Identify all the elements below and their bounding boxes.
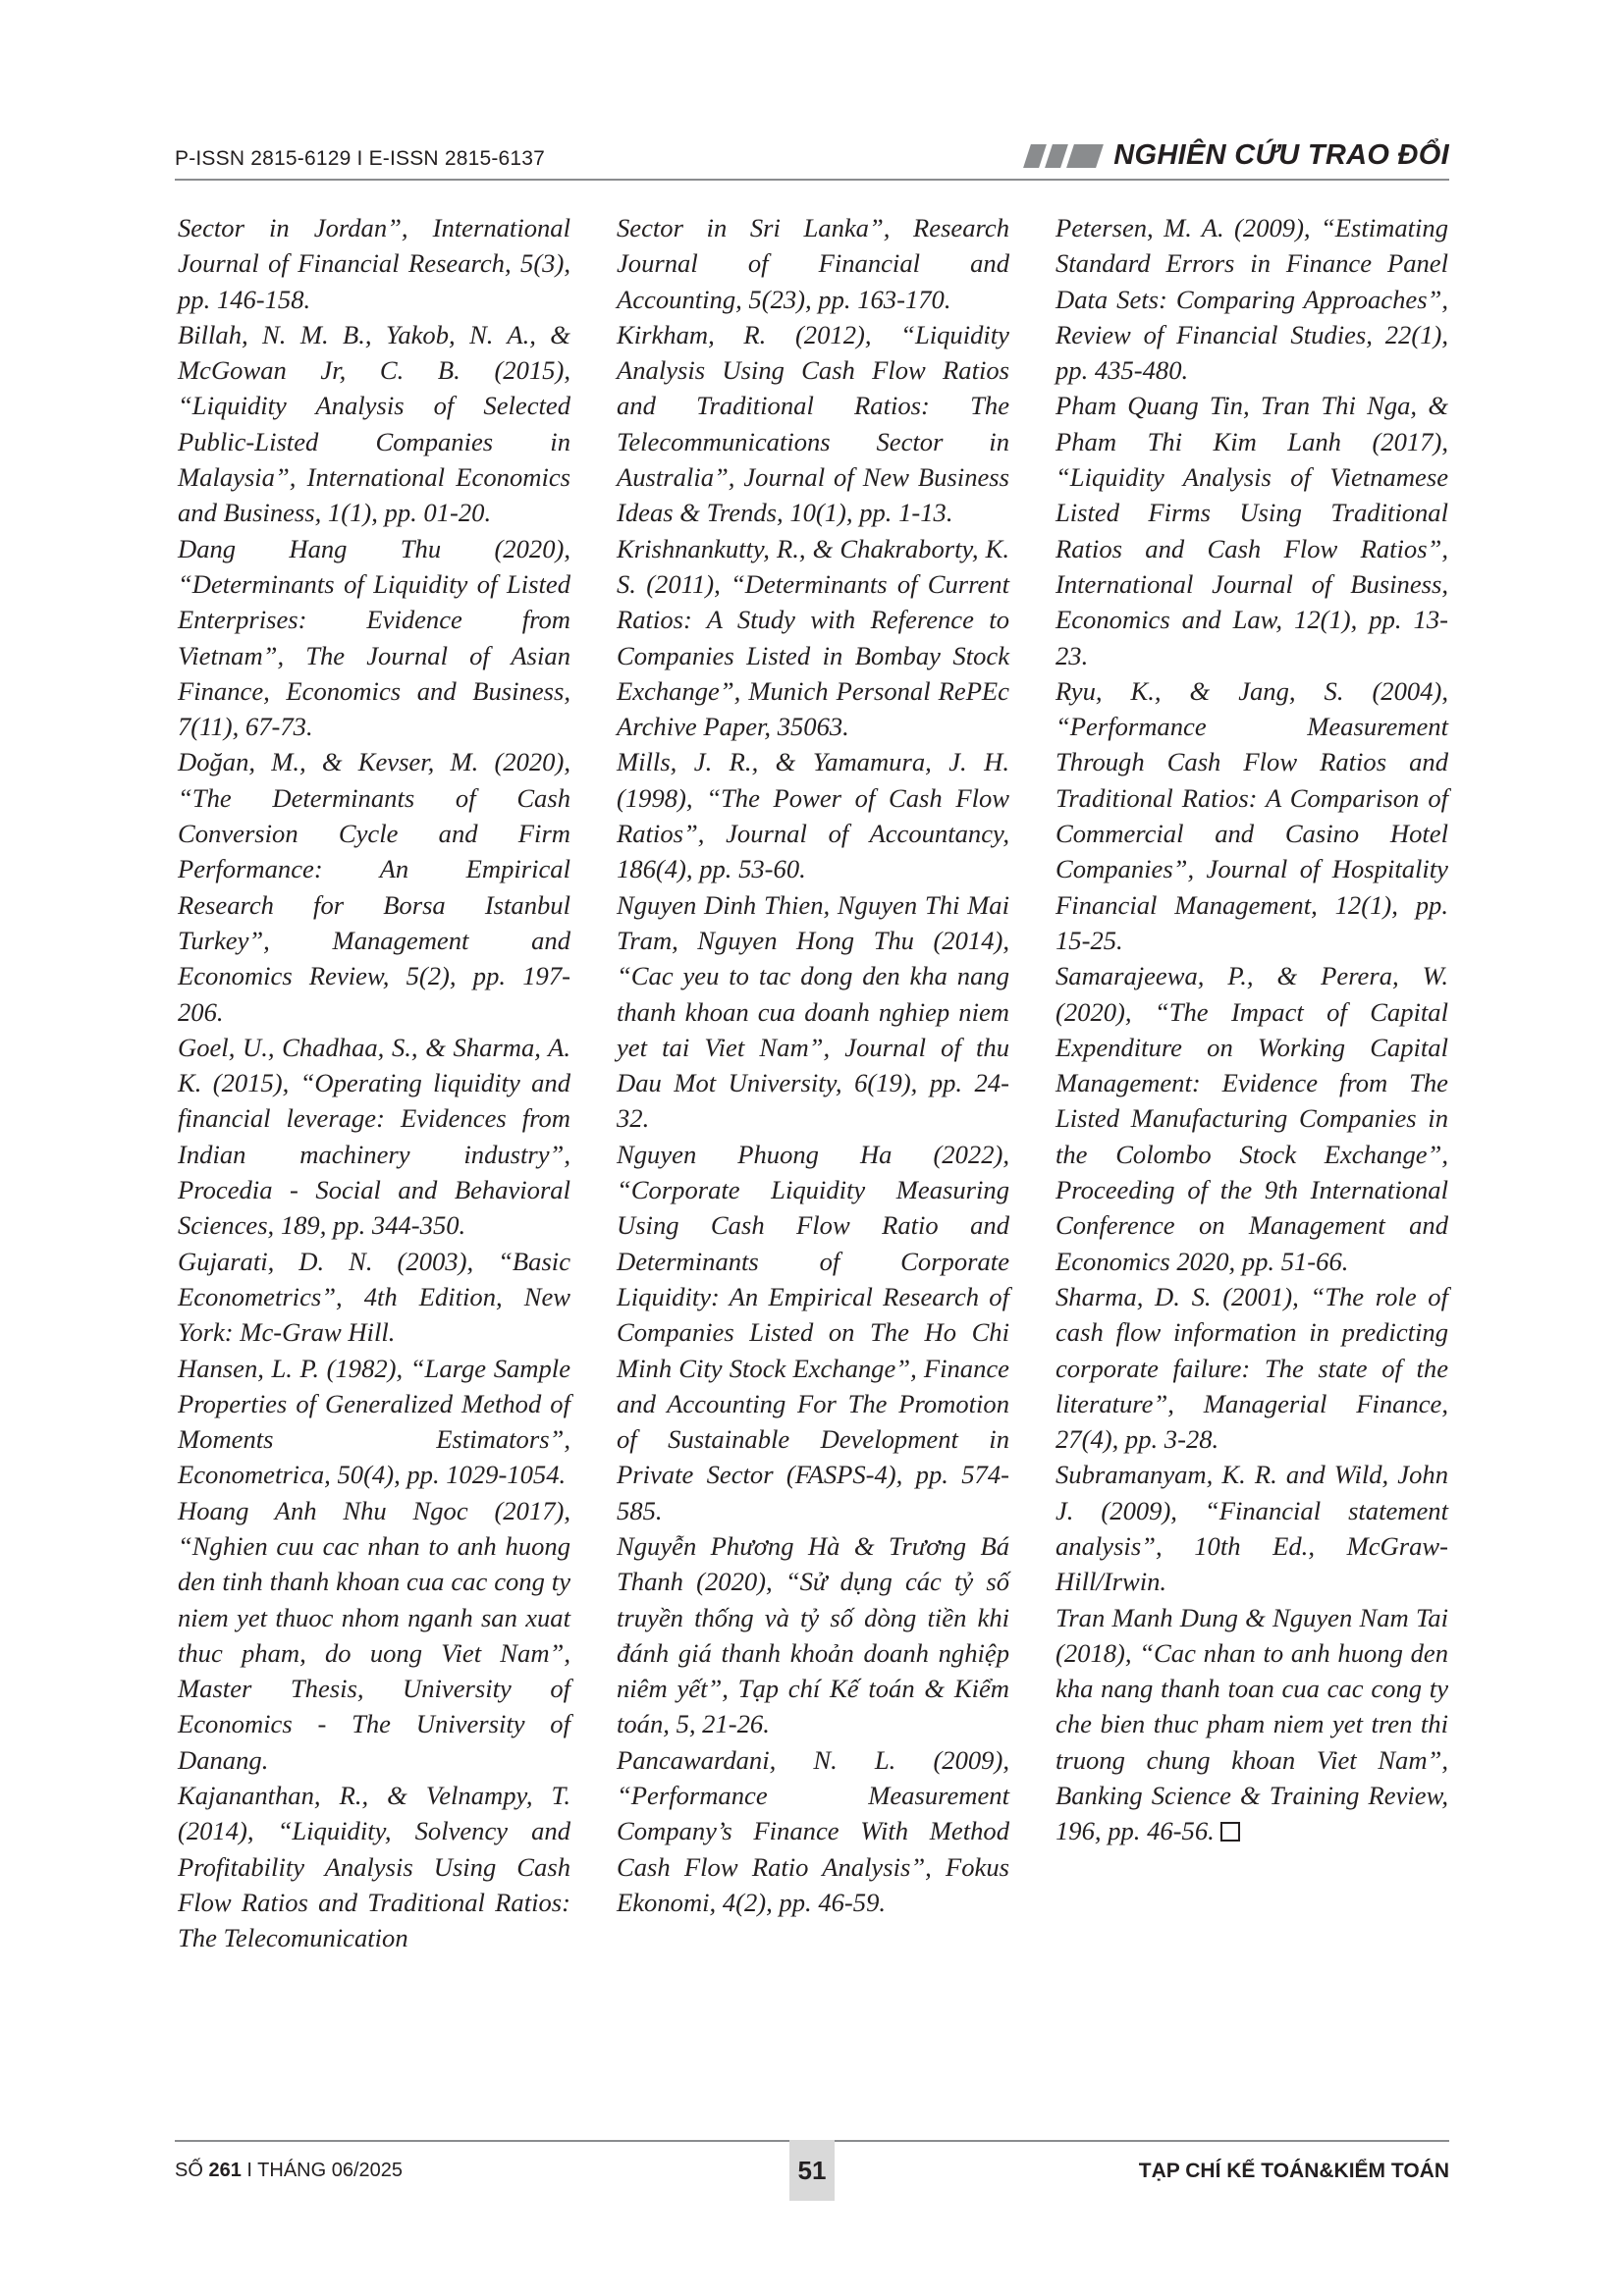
reference-entry: Goel, U., Chadhaa, S., & Sharma, A. K. (2015), “Operating liquidity and financial leverage: Evidences from Indian machinery industry”, Procedia - Social and Behavioral Sciences, 189, pp. 344-350. [178,1032,570,1241]
page-number: 51 [789,2140,835,2201]
reference-entry: Hoang Anh Nhu Ngoc (2017), “Nghien cuu cac nhan to anh huong den tinh thanh khoan cua cac cong ty niem yet thuoc nhom nganh san xuat thuc pham, do uong Viet Nam”, Master Thesis, University of Economics - The University of Danang. [178,1495,570,1775]
header-bars-decoration [1027,144,1100,168]
header-divider [175,179,1449,181]
references-columns [178,210,1448,2105]
issue-date: I THÁNG 06/2025 [246,2160,404,2181]
reference-entry: Pham Quang Tin, Tran Thi Nga, & Pham Thi Kim Lanh (2017), “Liquidity Analysis of Vietnamese Listed Firms Using Traditional Ratios and Cash Flow Ratios”, International Journal of Business, Economics and Law, 12(1), pp. 13-23. [1056,391,1448,670]
reference-entry: Samarajeewa, P., & Perera, W. (2020), “The Impact of Capital Expenditure on Working Capital Management: Evidence from The Listed Manufacturing Companies in the Colombo Stock Exchange”, Proceeding of the 9th International Conference on Management and Economics 2020, pp. 51-66. [1056,961,1448,1276]
issue-label: SỐ [175,2160,203,2181]
reference-entry: Sector in Sri Lanka”, Research Journal of Financial and Accounting, 5(23), pp. 163-170. [617,213,1009,314]
reference-entry: Mills, J. R., & Yamamura, J. H. (1998), “The Power of Cash Flow Ratios”, Journal of Accountancy, 186(4), pp. 53-60. [617,747,1009,884]
reference-entry-last [1056,1600,1448,1849]
reference-entry: Kirkham, R. (2012), “Liquidity Analysis Using Cash Flow Ratios and Traditional Ratios: The Telecommunications Sector in Australia”, Journal of New Business Ideas & Trends, 10(1), pp. 1-13. [617,319,1009,528]
reference-entry: Ryu, K., & Jang, S. (2004), “Performance Measurement Through Cash Flow Ratios and Traditional Ratios: A Comparison of Commercial and Casino Hotel Companies”, Journal of Hospitality Financial Management, 12(1), pp. 15-25. [1056,675,1448,955]
reference-entry: Hansen, L. P. (1982), “Large Sample Properties of Generalized Method of Moments Estimators”, Econometrica, 50(4), pp. 1029-1054. [178,1353,570,1490]
issn-header: P-ISSN 2815-6129 I E-ISSN 2815-6137 [175,147,546,170]
reference-entry: Billah, N. M. B., Yakob, N. A., & McGowan Jr, C. B. (2015), “Liquidity Analysis of Selected Public-Listed Companies in Malaysia”, International Economics and Business, 1(1), pp. 01-20. [178,319,570,528]
section-title: NGHIÊN CỨU TRAO ĐỔI [1113,139,1449,171]
reference-entry: Dang Hang Thu (2020), “Determinants of Liquidity of Listed Enterprises: Evidence from Vietnam”, The Journal of Asian Finance, Economics and Business, 7(11), 67-73. [178,533,570,742]
reference-entry: Petersen, M. A. (2009), “Estimating Standard Errors in Finance Panel Data Sets: Comparing Approaches”, Review of Financial Studies, 22(1), pp. 435-480. [1056,213,1448,386]
reference-entry: Sharma, D. S. (2001), “The role of cash flow information in predicting corporate failure: The state of the literature”, Managerial Finance, 27(4), pp. 3-28. [1056,1281,1448,1455]
reference-entry: Kajananthan, R., & Velnampy, T. (2014), “Liquidity, Solvency and Profitability Analysis Using Cash Flow Ratios and Traditional Ratios: The Telecomunication [178,1781,570,1953]
reference-entry: Nguyễn Phương Hà & Trương Bá Thanh (2020), “Sử dụng các tỷ số truyền thống và tỷ số dòng tiền khi đánh giá thanh khoản doanh nghiệp niêm yết”, Tạp chí Kế toán & Kiểm toán, 5, 21-26. [617,1530,1009,1739]
reference-entry-text: Tran Manh Dung & Nguyen Nam Tai (2018), “Cac nhan to anh huong den kha nang thanh toan cua cac cong ty che bien thuc pham niem yet tren thi truong chung khoan Viet Nam”, Banking Science & Training Review, 196, pp. 46-56. [1056,1602,1448,1846]
issue-info [175,2160,403,2182]
reference-entry: Doğan, M., & Kevser, M. (2020), “The Determinants of Cash Conversion Cycle and Firm Performance: An Empirical Research for Borsa Istanbul Turkey”, Management and Economics Review, 5(2), pp. 197-206. [178,747,570,1027]
issue-number: 261 [208,2160,242,2181]
reference-column-3 [1056,210,1448,2105]
reference-column-2 [617,210,1009,2105]
journal-name: TẠP CHÍ KẾ TOÁN&KIỂM TOÁN [1138,2160,1449,2182]
reference-entry: Krishnankutty, R., & Chakraborty, K. S. (2011), “Determinants of Current Ratios: A Study with Reference to Companies Listed in Bombay Stock Exchange”, Munich Personal RePEc Archive Paper, 35063. [617,533,1009,742]
reference-entry: Nguyen Phuong Ha (2022), “Corporate Liquidity Measuring Using Cash Flow Ratio and Determinants of Corporate Liquidity: An Empirical Research of Companies Listed on The Ho Chi Minh City Stock Exchange”, Finance and Accounting For The Promotion of Sustainable Development in Private Sector (FASPS-4), pp. 574-585. [617,1139,1009,1525]
reference-entry: Subramanyam, K. R. and Wild, John J. (2009), “Financial statement analysis”, 10th Ed., McGraw-Hill/Irwin. [1056,1460,1448,1597]
reference-entry: Gujarati, D. N. (2003), “Basic Econometrics”, 4th Edition, New York: Mc-Graw Hill. [178,1246,570,1348]
end-of-article-icon [1220,1822,1240,1842]
reference-entry: Nguyen Dinh Thien, Nguyen Thi Mai Tram, Nguyen Hong Thu (2014), “Cac yeu to tac dong den kha nang thanh khoan cua doanh nghiep niem yet tai Viet Nam”, Journal of thu Dau Mot University, 6(19), pp. 24-32. [617,889,1009,1134]
reference-column-1 [178,210,570,2105]
section-header [1027,139,1449,172]
reference-entry: Pancawardani, N. L. (2009), “Performance Measurement Company’s Finance With Method Cash Flow Ratio Analysis”, Fokus Ekonomi, 4(2), pp. 46-59. [617,1744,1009,1917]
reference-entry: Sector in Jordan”, International Journal of Financial Research, 5(3), pp. 146-158. [178,213,570,314]
